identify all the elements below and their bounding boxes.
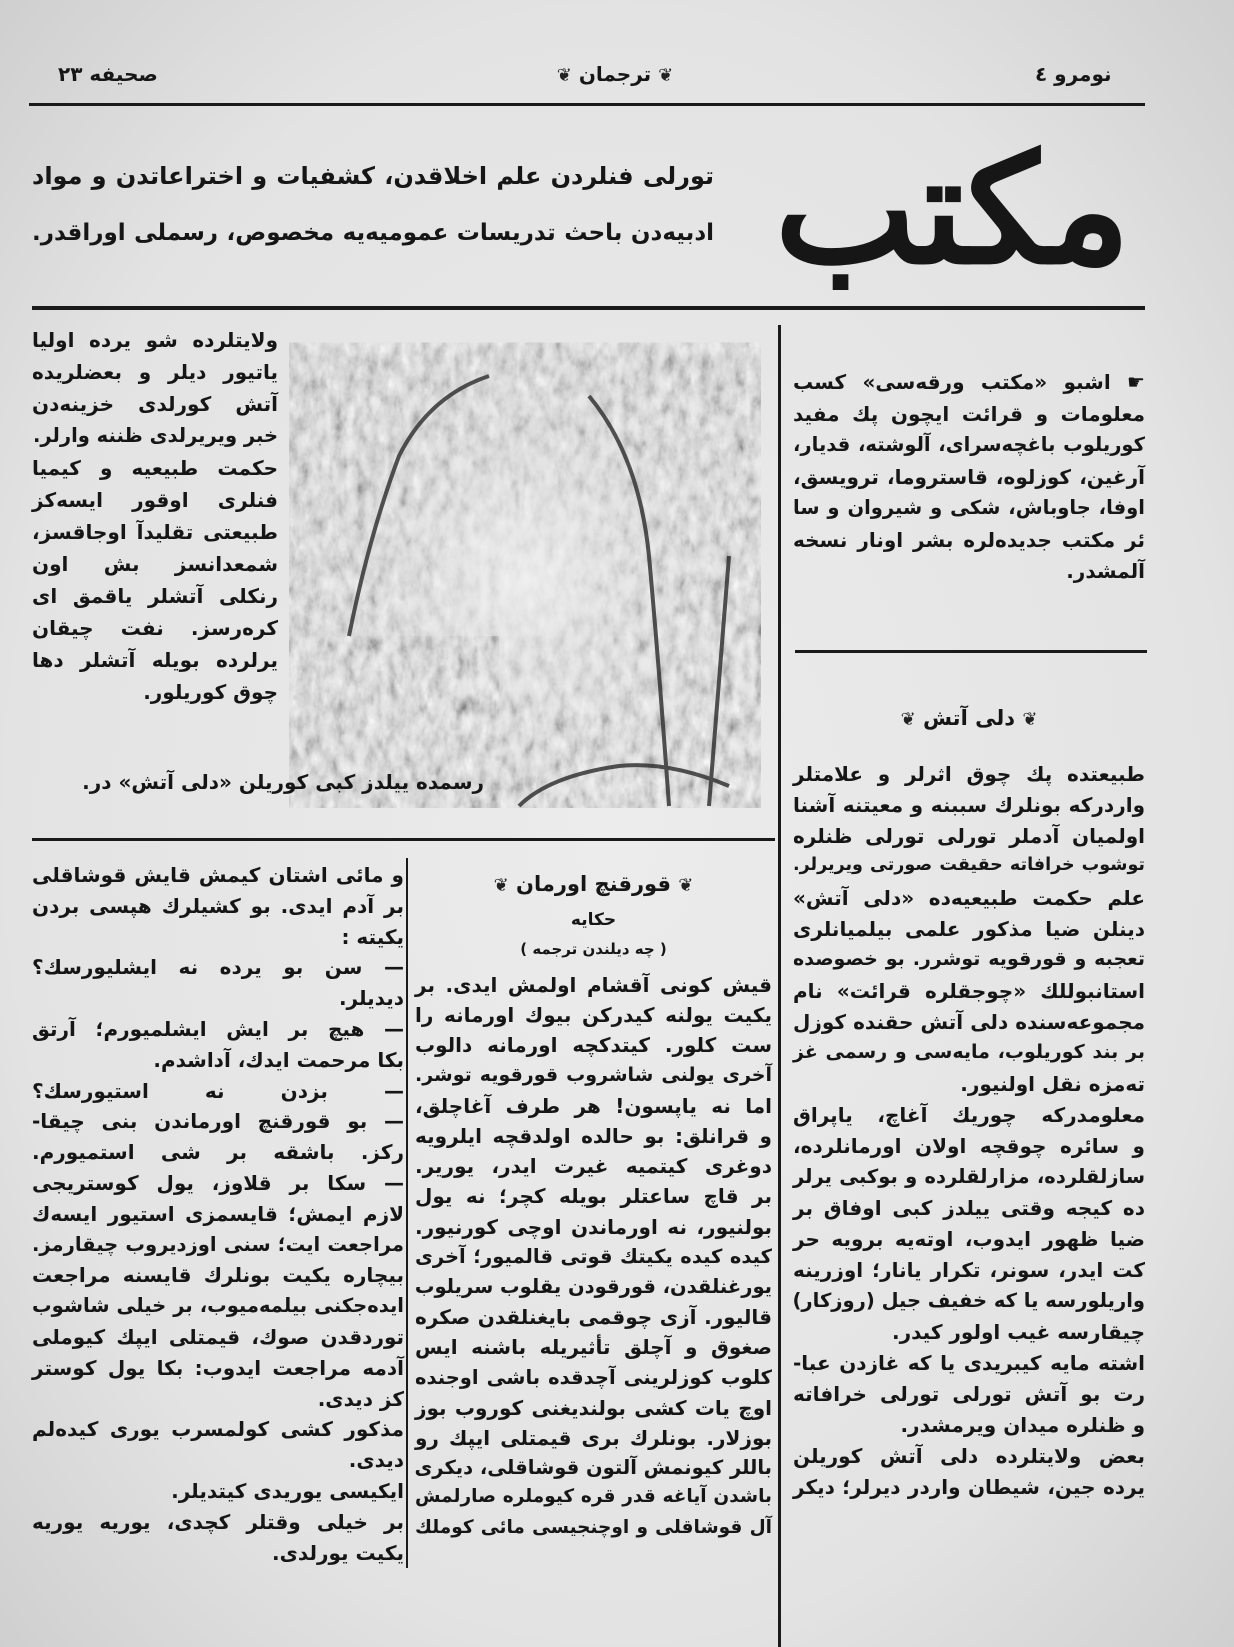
- text-line: ☛ اشبو «مکتب ورقه‌سی» کسب: [793, 370, 1145, 394]
- text-line: طبیعتی تقلیدآ اوجاقسز،: [32, 520, 278, 544]
- text-line: اشته مایه کیبریدی یا که غازدن عبا-: [793, 1351, 1145, 1375]
- text-line: رنکلی آتشلر یاقمق ای: [32, 584, 278, 608]
- text-line: آرغین، کوزلوه، قاستروما، ترویسق،: [793, 464, 1145, 489]
- text-line: بولنیور، نه اورماندن اوچی کورنیور.: [415, 1214, 772, 1239]
- text-line: دیدی.: [348, 1448, 404, 1473]
- text-line: ولایتلرده شو یرده اولیا: [32, 328, 278, 352]
- text-line: قیش کونی آقشام اولمش ایدی. بر: [415, 973, 772, 997]
- text-line: لازم ایمش؛ قایسمزی استیور ایسه‌ك: [32, 1201, 404, 1226]
- newspaper-name: ترجمان: [578, 62, 652, 86]
- text-line: رکز. باشقه بر شی استمیورم.: [32, 1140, 404, 1165]
- ornament-icon: ❦: [493, 875, 509, 896]
- text-line: بوزلار. بونلرك بری قیمتلی ایپك رو: [415, 1426, 772, 1450]
- text-line: ست کلور. کیتدکچه اورمانه دالوب: [415, 1033, 772, 1058]
- text-line: یکیت یورلدی.: [272, 1540, 404, 1565]
- text-line: بکا مرحمت ایدك، آداشدم.: [153, 1047, 404, 1072]
- text-line: آدمه مراجعت ایدوب: بکا یول کوستر: [32, 1355, 404, 1380]
- text-line: معلومدرکه چوریك آغاچ، یاپراق: [793, 1103, 1145, 1127]
- article-forest-continued: [32, 863, 404, 1571]
- text-line: توردقدن صوك، قیمتلی ایپك کیوملی: [32, 1325, 404, 1349]
- illustration-caption: رسمده ییلدز کبی کوریلن «دلی آتش» در.: [82, 770, 484, 794]
- text-line: بر خیلی وقتلر کچدی، یوریه یوریه: [32, 1509, 404, 1534]
- ornament-icon: ❦: [1022, 709, 1038, 730]
- text-line: تعجبه و قورقویه توشرر. بو خصوصده: [793, 948, 1145, 970]
- text-line: صغوق و آچلق تأثیریله باشنه ایس: [415, 1335, 772, 1360]
- notice-column: [793, 370, 1145, 591]
- text-line: معلومات و قرائت ایچون پك مفید: [793, 401, 1145, 426]
- article-fire-body: [793, 762, 1145, 1506]
- text-line: یکیت یولنه کیدرکن بیوك اورمانه را: [415, 1003, 772, 1028]
- text-line: واردرکه بونلرك سببنه و معیتنه آشنا: [793, 793, 1145, 817]
- text-line: شمعدانسز بش اون: [32, 552, 278, 576]
- text-line: و سائره چوقچه اولان اورمانلرده،: [793, 1134, 1145, 1158]
- text-line: توشوب خرافاته حقیقت صورتی ویریرلر.: [793, 855, 1145, 875]
- text-line: کره‌رسز. نفت چیقان: [32, 616, 278, 640]
- article-fire-heading: [793, 706, 1145, 730]
- text-line: مجموعه‌سنده دلی آتش حقنده کوزل: [793, 1010, 1145, 1034]
- text-line: آلمشدر.: [1066, 559, 1145, 583]
- text-line: استانبوللك «چوجقلره قرائت» نام: [793, 979, 1145, 1003]
- text-line: خبر ویریرلدی ظننه وارلر.: [33, 424, 278, 447]
- text-line: یکیته :: [341, 924, 404, 949]
- text-line: — سن بو یرده نه ایشلیورسك؟: [32, 955, 404, 980]
- forest-engraving-illustration: [289, 336, 767, 808]
- text-line: باللر کیونمش آلتون قوشاقلی، دیکری: [414, 1456, 772, 1480]
- text-line: دینلن ضیا مذکور علمی بیلمیانلری: [793, 917, 1145, 941]
- text-line: چیقارسه غیب اولور کیدر.: [892, 1320, 1145, 1344]
- text-line: یورغنلقدن، قورقودن یقلوب سریلوب: [414, 1275, 772, 1298]
- text-line: بعض ولایتلرده دلی آتش کوریلن: [793, 1444, 1145, 1468]
- text-line: آل قوشاقلی و اوچنجیسی مائی کوملك: [415, 1516, 772, 1538]
- article-forest-source-note: ( چه دیلندن ترجمه ): [520, 940, 667, 958]
- text-line: بر بند کوریلوب، مایه‌سی و رسمی غز: [793, 1041, 1145, 1063]
- text-line: ضیا ظهور ایدوب، اوته‌یه برویه حر: [793, 1227, 1145, 1251]
- text-line: — سکا بر قلاوز، یول کوستریجی: [32, 1171, 404, 1195]
- text-line: مذکور کشی کولمسرب یوری کیده‌لم: [32, 1417, 404, 1442]
- text-line: کلوب کوزلرینی آچدقده باشی اوجنده: [415, 1365, 772, 1389]
- text-line: — هیچ بر ایش ایشلمیورم؛ آرتق: [32, 1017, 404, 1041]
- text-line: کز دیدی.: [317, 1386, 404, 1411]
- text-line: بیچاره یکیت بونلرك قایسنه مراجعت: [32, 1263, 404, 1288]
- text-line: ده کیجه وقتی ییلدز کبی اوفاق بر: [793, 1196, 1145, 1220]
- text-line: کیده کیده یکیتك قوتی قالمیور؛ آخری: [415, 1244, 772, 1268]
- text-line: اوچ یات کشی بولندیغنی کوروب بوز: [415, 1395, 772, 1420]
- text-line: چوق کوریلور.: [143, 680, 278, 704]
- ornament-icon: ❦: [678, 875, 694, 896]
- ornament-icon: ❦: [658, 65, 674, 86]
- text-line: سازلقلرده، مزارلقلرده و بوکبی یرلر: [793, 1165, 1145, 1188]
- running-title: [525, 62, 705, 86]
- header-rule: [29, 103, 1145, 106]
- section-rule: [32, 838, 775, 841]
- issue-number: نومرو ٤: [1035, 62, 1112, 86]
- text-line: دیدیلر.: [338, 986, 404, 1011]
- column-rule-vertical: [406, 858, 408, 1568]
- masthead-rule: [32, 306, 1145, 310]
- text-line: بر قاچ ساعتلر بویله کچر؛ نه یول: [415, 1184, 772, 1209]
- text-line: رت بو آتش تورلی تورلی خرافاته: [793, 1382, 1145, 1406]
- text-line: واریلورسه یا که خفیف جیل (روزکار): [792, 1289, 1145, 1312]
- article-forest-genre: حکایه: [570, 910, 617, 930]
- text-line: مراجعت ایت؛ سنی اوزدیروب چیقارمز.: [32, 1232, 404, 1256]
- text-line: آخری یولنی شاشروب قورقویه توشر.: [415, 1063, 772, 1086]
- text-line: دوغری کیتمیه غیرت ایدر، یوریر.: [415, 1154, 772, 1179]
- text-line: کوریلوب باغچه‌سرای، آلوشته، قدیار،: [793, 433, 1145, 456]
- ornament-icon: ❦: [900, 709, 916, 730]
- text-line: یاتیور دیلر و بعضلریده: [32, 360, 278, 384]
- top-left-column: [32, 328, 278, 712]
- text-line: کت ایدر، سونر، تکرار یانار؛ اوزرینه: [793, 1258, 1145, 1282]
- article-forest-heading: [415, 872, 772, 896]
- text-line: فنلری اوقور ایسه‌کز: [32, 488, 278, 512]
- text-line: ته‌مزه نقل اولنیور.: [960, 1072, 1145, 1096]
- column-rule-vertical: [778, 325, 781, 1647]
- text-line: — بزدن نه استیورسك؟: [32, 1078, 404, 1103]
- text-line: یرده جین، شیطان واردر دیرلر؛ دیکر: [793, 1475, 1145, 1499]
- article-forest-body: [415, 973, 772, 1547]
- text-line: و مائی اشتان کیمش قایش قوشاقلی: [32, 863, 404, 887]
- text-line: ایکیسی یوریدی کیتدیلر.: [171, 1479, 404, 1503]
- masthead-description-line: تورلی فنلردن علم اخلاقدن، کشفیات و اختراعاتدن و مواد: [32, 162, 714, 190]
- text-line: اما نه یاپسون! هر طرف آغاچلق،: [415, 1093, 772, 1118]
- text-line: بر آدم ایدی. بو کشیلرك هپسی بردن: [32, 893, 404, 918]
- text-line: ایده‌جکنی بیلمه‌میوب، بر خیلی شاشوب: [32, 1294, 404, 1318]
- text-line: اوفا، جاوباش، شکی و شیروان و سا: [793, 496, 1145, 519]
- text-line: قالیور. آزی چوقمی بایغنلقدن صکره: [415, 1305, 772, 1330]
- text-line: باشدن آیاغه قدر قره کیوملره صارلمش: [415, 1486, 772, 1508]
- ornament-icon: ❦: [556, 65, 572, 86]
- article-forest-title: قورقنچ اورمان: [516, 872, 671, 896]
- text-line: اولمیان آدملر تورلی تورلی ظنلره: [793, 824, 1145, 848]
- text-line: ئر مکتب جدیده‌لره بشر اونار نسخه: [793, 527, 1145, 552]
- text-line: — بو قورقنچ اورماندن بنی چیقا-: [32, 1109, 404, 1134]
- text-line: علم حکمت طبیعیه‌ده «دلی آتش»: [793, 886, 1145, 910]
- masthead-logo: مکتب: [774, 122, 1131, 298]
- text-line: و ظنلره میدان ویرمشدر.: [900, 1413, 1145, 1437]
- text-line: طبیعتده پك چوق اثرلر و علامتلر: [793, 762, 1145, 786]
- article-fire-title: دلی آتش: [923, 706, 1015, 730]
- text-line: آتش کورلدی خزینه‌دن: [32, 392, 278, 416]
- masthead-description-line: ادبیه‌دن باحث تدریسات عمومیه‌یه مخصوص، رسملی اوراقدر.: [32, 220, 714, 246]
- text-line: و قرانلق: بو حالده اولدقچه ایلرویه: [415, 1124, 772, 1148]
- text-line: حکمت طبیعیه و کیمیا: [32, 456, 278, 480]
- section-rule: [795, 650, 1147, 653]
- page-number: صحیفه ۲۳: [58, 62, 158, 86]
- text-line: یرلرده بویله آتشلر دها: [32, 648, 278, 672]
